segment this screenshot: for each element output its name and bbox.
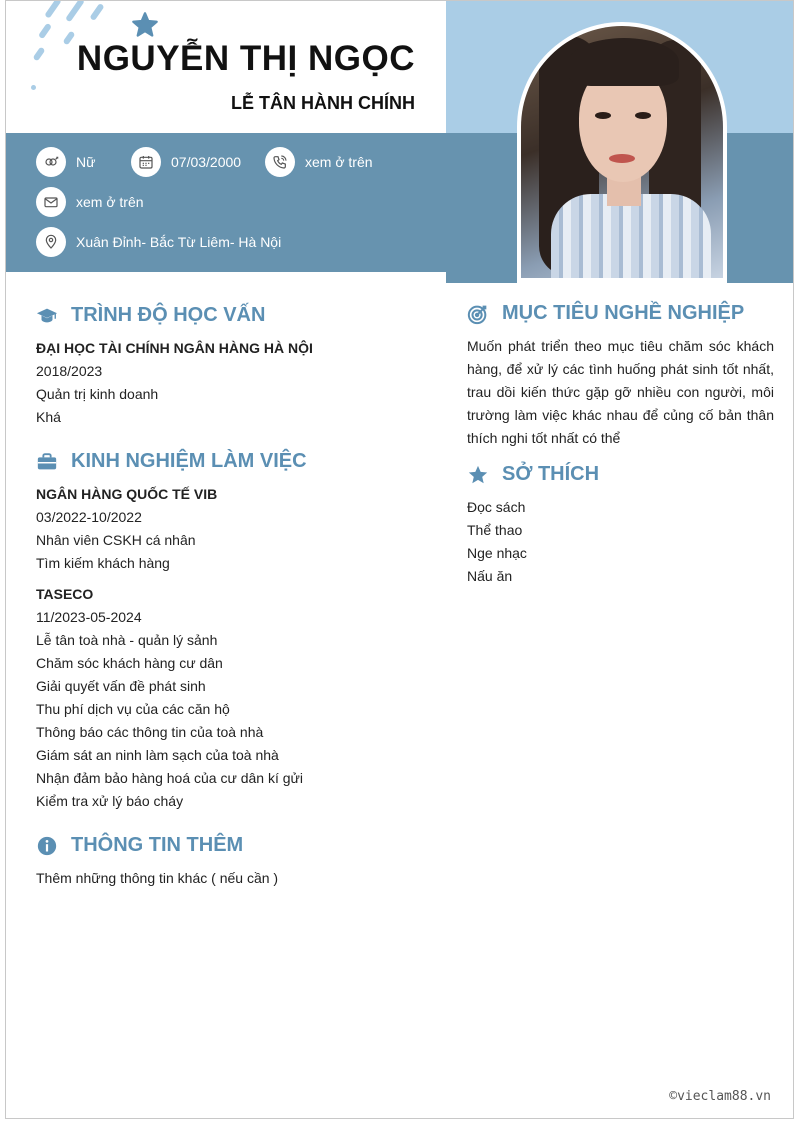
contact-phone [265,147,373,177]
job-line: Nhận đảm bảo hàng hoá của cư dân kí gửi [36,770,304,786]
job-line: Tìm kiếm khách hàng [36,555,170,571]
job-line: Giám sát an ninh làm sạch của toà nhà [36,747,279,763]
cv-page [5,0,794,1119]
graduation-cap-icon [36,305,58,327]
job-line: Lễ tân toà nhà - quản lý sảnh [36,632,218,648]
extra-text: Thêm những thông tin khác ( nếu cần ) [36,870,279,886]
company-name: NGÂN HÀNG QUỐC TẾ VIB [36,486,218,502]
contact-address [36,227,281,257]
section-hobbies-title [467,463,599,486]
avatar-photo [521,26,723,278]
star-icon [467,464,489,486]
hobby-item: Nấu ăn [467,568,513,584]
job-line: Chăm sóc khách hàng cư dân [36,655,223,671]
hobby-item: Nge nhạc [467,545,527,561]
map-pin-icon [36,227,66,257]
job-line: Thu phí dịch vụ của các căn hộ [36,701,230,717]
experience-job-1 [36,483,436,575]
section-objective-title [467,302,744,325]
calendar-icon [131,147,161,177]
contact-gender [36,147,95,177]
phone-icon [265,147,295,177]
mail-icon [36,187,66,217]
hobbies-block [467,496,774,588]
address-value: Xuân Đỉnh- Bắc Từ Liêm- Hà Nội [76,234,282,250]
contact-email [36,187,144,217]
education-block [36,337,436,429]
education-major: Quản trị kinh doanh [36,386,159,402]
phone-value: xem ở trên [305,154,373,170]
objective-title: MỤC TIÊU NGHỀ NGHIỆP [502,302,745,324]
education-grade: Khá [36,409,61,425]
education-title: TRÌNH ĐỘ HỌC VẤN [71,304,266,326]
target-icon [467,303,489,325]
job-line: Nhân viên CSKH cá nhân [36,532,196,548]
job-period: 11/2023-05-2024 [36,609,142,625]
school-name: ĐẠI HỌC TÀI CHÍNH NGÂN HÀNG HÀ NỘI [36,340,313,356]
job-line: Kiểm tra xử lý báo cháy [36,793,184,809]
education-period: 2018/2023 [36,363,103,379]
section-experience-title [36,450,307,473]
extra-block [36,867,436,890]
job-line: Giải quyết vấn đề phát sinh [36,678,206,694]
extra-title: THÔNG TIN THÊM [71,834,244,856]
job-period: 03/2022-10/2022 [36,509,142,525]
objective-text: Muốn phát triển theo mục tiêu chăm sóc khách hàng, để xử lý các tình huống phát sinh tốt nhất, trau dồi kiến thức gặp gỡ nhiều con người, môi trường làm việc khác nhau để củng cố bản thân thích nghi tốt nhất có thể [467,338,774,446]
job-line: Thông báo các thông tin của toà nhà [36,724,264,740]
hobby-item: Thể thao [467,522,523,538]
experience-title: KINH NGHIỆM LÀM VIỆC [71,450,307,472]
job-title: LỄ TÂN HÀNH CHÍNH [231,93,415,113]
star-decoration-icon [131,11,159,39]
hobby-item: Đọc sách [467,499,526,515]
experience-job-2 [36,583,436,813]
objective-block [467,335,774,450]
email-value: xem ở trên [76,194,144,210]
gender-value: Nữ [76,154,96,170]
contact-birthday [131,147,241,177]
candidate-name: NGUYỄN THỊ NGỌC [76,39,415,78]
birthday-value: 07/03/2000 [171,154,242,170]
footer-watermark: ©vieclam88.vn [669,1089,771,1104]
section-education-title [36,304,265,327]
gender-icon [36,147,66,177]
briefcase-icon [36,451,58,473]
company-name: TASECO [36,586,94,602]
info-icon [36,835,58,857]
hobbies-title: SỞ THÍCH [502,463,600,485]
section-extra-title [36,834,243,857]
